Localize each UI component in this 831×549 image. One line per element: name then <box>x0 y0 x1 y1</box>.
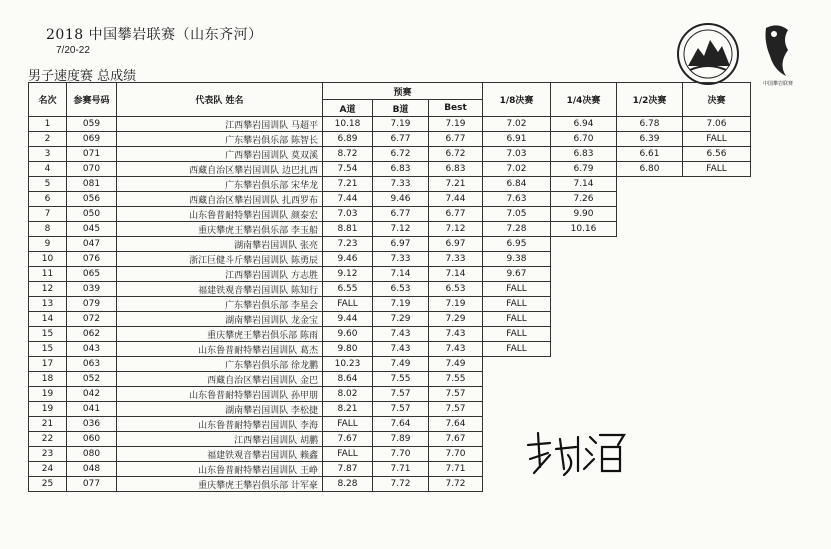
team-cell: 西藏自治区攀岩国训队 扎西罗布 <box>117 192 323 207</box>
bib-cell: 070 <box>67 162 117 177</box>
rank-cell: 2 <box>29 132 67 147</box>
rank-cell: 17 <box>29 357 67 372</box>
round-of-16-header: 1/8决赛 <box>483 83 551 117</box>
semifinal-time <box>617 282 683 297</box>
round-of-16-time <box>483 402 551 417</box>
semifinal-time: 6.61 <box>617 147 683 162</box>
semifinal-time: 6.80 <box>617 162 683 177</box>
team-cell: 江西攀岩国训队 方志胜 <box>117 267 323 282</box>
table-row <box>29 267 751 282</box>
lane-b-time: 7.72 <box>373 477 429 492</box>
bib-cell: 059 <box>67 117 117 132</box>
best-time: 7.19 <box>429 117 483 132</box>
lane-b-time: 6.83 <box>373 162 429 177</box>
bib-cell: 052 <box>67 372 117 387</box>
bib-header: 参赛号码 <box>67 83 117 117</box>
lane-b-time: 6.72 <box>373 147 429 162</box>
lane-a-time: 10.18 <box>323 117 373 132</box>
best-time: 7.43 <box>429 342 483 357</box>
bib-cell: 079 <box>67 297 117 312</box>
lane-a-time: FALL <box>323 447 373 462</box>
round-of-16-time: 7.05 <box>483 207 551 222</box>
best-time: 7.49 <box>429 357 483 372</box>
team-cell: 西藏自治区攀岩国训队 边巴扎西 <box>117 162 323 177</box>
bib-cell: 063 <box>67 357 117 372</box>
final-time: 6.56 <box>683 147 751 162</box>
lane-b-time: 7.19 <box>373 297 429 312</box>
final-header: 决赛 <box>683 83 751 117</box>
lane-b-time: 7.64 <box>373 417 429 432</box>
final-time <box>683 342 751 357</box>
lane-a-time: 8.21 <box>323 402 373 417</box>
lane-a-time: 7.87 <box>323 462 373 477</box>
lane-a-time: 10.23 <box>323 357 373 372</box>
semifinal-time <box>617 342 683 357</box>
team-cell: 广东攀岩俱乐部 徐龙鹏 <box>117 357 323 372</box>
lane-b-time: 6.77 <box>373 207 429 222</box>
lane-a-time: 8.64 <box>323 372 373 387</box>
qualification-header: 预赛 <box>323 83 483 100</box>
final-time <box>683 297 751 312</box>
team-cell: 西藏自治区攀岩国训队 金巴 <box>117 372 323 387</box>
best-time: 7.57 <box>429 387 483 402</box>
page-title: 2018 中国攀岩联赛（山东齐河） <box>46 27 263 43</box>
rank-cell: 9 <box>29 237 67 252</box>
best-time: 7.12 <box>429 222 483 237</box>
best-time: 7.55 <box>429 372 483 387</box>
quarterfinal-time <box>551 387 617 402</box>
rank-cell: 25 <box>29 477 67 492</box>
team-cell: 重庆攀虎王攀岩俱乐部 李玉船 <box>117 222 323 237</box>
final-time <box>683 222 751 237</box>
lane-a-time: 9.12 <box>323 267 373 282</box>
table-row <box>29 327 751 342</box>
table-row <box>29 312 751 327</box>
rank-cell: 4 <box>29 162 67 177</box>
team-cell: 重庆攀虎王攀岩俱乐部 计军豪 <box>117 477 323 492</box>
round-of-16-time: 9.38 <box>483 252 551 267</box>
quarterfinal-time <box>551 357 617 372</box>
best-time: 7.14 <box>429 267 483 282</box>
table-row <box>29 297 751 312</box>
semifinal-time <box>617 357 683 372</box>
semifinal-time <box>617 192 683 207</box>
final-time <box>683 402 751 417</box>
best-time: 7.29 <box>429 312 483 327</box>
lane-a-time: 7.67 <box>323 432 373 447</box>
team-cell: 福建铁观音攀岩国训队 赖鑫 <box>117 447 323 462</box>
round-of-16-time: FALL <box>483 312 551 327</box>
team-cell: 山东鲁普耐特攀岩国训队 王峥 <box>117 462 323 477</box>
round-of-16-time <box>483 357 551 372</box>
final-time <box>683 357 751 372</box>
team-cell: 湖南攀岩国训队 张亮 <box>117 237 323 252</box>
lane-b-time: 7.89 <box>373 432 429 447</box>
rank-cell: 5 <box>29 177 67 192</box>
bib-cell: 048 <box>67 462 117 477</box>
team-cell: 福建铁观音攀岩国训队 陈知行 <box>117 282 323 297</box>
table-row <box>29 387 751 402</box>
team-cell: 重庆攀虎王攀岩俱乐部 陈雨 <box>117 327 323 342</box>
bib-cell: 056 <box>67 192 117 207</box>
quarterfinal-time <box>551 327 617 342</box>
final-time <box>683 477 751 492</box>
handwritten-signature <box>520 425 630 485</box>
final-time <box>683 192 751 207</box>
round-of-16-time: FALL <box>483 342 551 357</box>
lane-b-time: 7.55 <box>373 372 429 387</box>
lane-b-time: 7.19 <box>373 117 429 132</box>
lane-b-header: B道 <box>373 100 429 117</box>
lane-a-time: 9.46 <box>323 252 373 267</box>
lane-a-time: 6.55 <box>323 282 373 297</box>
quarterfinal-time: 9.90 <box>551 207 617 222</box>
best-header: Best <box>429 100 483 117</box>
final-time <box>683 282 751 297</box>
bib-cell: 043 <box>67 342 117 357</box>
table-row <box>29 237 751 252</box>
quarterfinal-time: 10.16 <box>551 222 617 237</box>
bib-cell: 080 <box>67 447 117 462</box>
semifinal-time <box>617 267 683 282</box>
lane-b-time: 6.53 <box>373 282 429 297</box>
best-time: 6.77 <box>429 132 483 147</box>
table-row <box>29 462 751 477</box>
rank-cell: 12 <box>29 282 67 297</box>
rank-cell: 13 <box>29 297 67 312</box>
final-time <box>683 312 751 327</box>
lane-a-time: FALL <box>323 297 373 312</box>
rank-cell: 11 <box>29 267 67 282</box>
best-time: 7.43 <box>429 327 483 342</box>
lane-b-time: 6.77 <box>373 132 429 147</box>
lane-b-time: 7.12 <box>373 222 429 237</box>
lane-a-time: 7.54 <box>323 162 373 177</box>
round-of-16-time: FALL <box>483 282 551 297</box>
bib-cell: 060 <box>67 432 117 447</box>
lane-a-time: 7.23 <box>323 237 373 252</box>
semifinal-time <box>617 297 683 312</box>
table-row <box>29 282 751 297</box>
results-table <box>28 82 751 492</box>
team-cell: 浙江巨健斗斤攀岩国训队 陈勇辰 <box>117 252 323 267</box>
lane-b-time: 7.33 <box>373 252 429 267</box>
lane-a-time: 6.89 <box>323 132 373 147</box>
lane-a-time: 8.02 <box>323 387 373 402</box>
event-date: 7/20-22 <box>56 45 90 56</box>
rank-header: 名次 <box>29 83 67 117</box>
lane-b-time: 6.97 <box>373 237 429 252</box>
rank-cell: 15 <box>29 327 67 342</box>
best-time: 7.72 <box>429 477 483 492</box>
lane-b-time: 7.14 <box>373 267 429 282</box>
final-time: FALL <box>683 132 751 147</box>
table-row <box>29 177 751 192</box>
semifinal-time <box>617 327 683 342</box>
best-time: 6.97 <box>429 237 483 252</box>
rank-cell: 22 <box>29 432 67 447</box>
quarterfinal-time <box>551 252 617 267</box>
best-time: 7.19 <box>429 297 483 312</box>
rank-cell: 8 <box>29 222 67 237</box>
rank-cell: 21 <box>29 417 67 432</box>
semifinal-time: 6.78 <box>617 117 683 132</box>
lane-b-time: 7.29 <box>373 312 429 327</box>
table-row <box>29 447 751 462</box>
climbing-league-logo <box>676 22 740 86</box>
bib-cell: 062 <box>67 327 117 342</box>
lane-b-time: 7.70 <box>373 447 429 462</box>
bib-cell: 041 <box>67 402 117 417</box>
quarterfinal-time <box>551 237 617 252</box>
round-of-16-time: 7.03 <box>483 147 551 162</box>
quarterfinal-time <box>551 297 617 312</box>
semifinal-time <box>617 222 683 237</box>
rank-cell: 15 <box>29 342 67 357</box>
rank-cell: 1 <box>29 117 67 132</box>
table-row <box>29 207 751 222</box>
semifinal-time <box>617 402 683 417</box>
best-time: 7.44 <box>429 192 483 207</box>
table-row <box>29 432 751 447</box>
quarterfinal-time <box>551 312 617 327</box>
lane-a-time: 7.21 <box>323 177 373 192</box>
final-time <box>683 177 751 192</box>
table-row <box>29 192 751 207</box>
semifinal-time <box>617 207 683 222</box>
team-cell: 广西攀岩国训队 莫双溪 <box>117 147 323 162</box>
lane-b-time: 7.43 <box>373 327 429 342</box>
final-time <box>683 372 751 387</box>
bib-cell: 076 <box>67 252 117 267</box>
final-time <box>683 252 751 267</box>
best-time: 6.83 <box>429 162 483 177</box>
final-time <box>683 237 751 252</box>
round-of-16-time: 6.84 <box>483 177 551 192</box>
lane-a-time: 9.44 <box>323 312 373 327</box>
final-time: FALL <box>683 162 751 177</box>
quarterfinal-time: 6.94 <box>551 117 617 132</box>
semifinal-header: 1/2决赛 <box>617 83 683 117</box>
quarterfinal-header: 1/4决赛 <box>551 83 617 117</box>
quarterfinal-time: 6.70 <box>551 132 617 147</box>
lane-a-time: 8.81 <box>323 222 373 237</box>
semifinal-time <box>617 312 683 327</box>
lane-b-time: 7.43 <box>373 342 429 357</box>
bib-cell: 039 <box>67 282 117 297</box>
round-of-16-time: 9.67 <box>483 267 551 282</box>
logo-caption: 中国攀岩联赛 <box>762 81 793 87</box>
bib-cell: 050 <box>67 207 117 222</box>
team-header: 代表队 姓名 <box>117 83 323 117</box>
rank-cell: 19 <box>29 387 67 402</box>
team-cell: 江西攀岩国训队 马超平 <box>117 117 323 132</box>
semifinal-time <box>617 387 683 402</box>
rank-cell: 6 <box>29 192 67 207</box>
rank-cell: 18 <box>29 372 67 387</box>
final-time <box>683 432 751 447</box>
rank-cell: 24 <box>29 462 67 477</box>
results-subtitle: 男子速度赛 总成绩 <box>28 69 137 84</box>
bib-cell: 047 <box>67 237 117 252</box>
bib-cell: 045 <box>67 222 117 237</box>
round-of-16-time <box>483 387 551 402</box>
rank-cell: 14 <box>29 312 67 327</box>
bib-cell: 072 <box>67 312 117 327</box>
table-row <box>29 402 751 417</box>
semifinal-time <box>617 252 683 267</box>
round-of-16-time: FALL <box>483 327 551 342</box>
quarterfinal-time <box>551 342 617 357</box>
quarterfinal-time <box>551 372 617 387</box>
round-of-16-time: 7.02 <box>483 117 551 132</box>
team-cell: 山东鲁普耐特攀岩国训队 颜泰宏 <box>117 207 323 222</box>
quarterfinal-time <box>551 282 617 297</box>
lane-b-time: 7.33 <box>373 177 429 192</box>
rank-cell: 19 <box>29 402 67 417</box>
table-row <box>29 357 751 372</box>
quarterfinal-time <box>551 267 617 282</box>
table-row <box>29 372 751 387</box>
table-row <box>29 132 751 147</box>
bib-cell: 065 <box>67 267 117 282</box>
round-of-16-time: 7.63 <box>483 192 551 207</box>
semifinal-time <box>617 372 683 387</box>
quarterfinal-time: 7.14 <box>551 177 617 192</box>
round-of-16-time: 7.02 <box>483 162 551 177</box>
quarterfinal-time <box>551 402 617 417</box>
final-time: 7.06 <box>683 117 751 132</box>
quarterfinal-time: 7.26 <box>551 192 617 207</box>
header-row <box>29 83 751 100</box>
best-time: 6.77 <box>429 207 483 222</box>
bib-cell: 081 <box>67 177 117 192</box>
rank-cell: 10 <box>29 252 67 267</box>
table-row <box>29 417 751 432</box>
best-time: 7.67 <box>429 432 483 447</box>
rank-cell: 23 <box>29 447 67 462</box>
table-row <box>29 117 751 132</box>
lane-a-time: 8.28 <box>323 477 373 492</box>
china-climbing-association-logo <box>748 20 808 88</box>
semifinal-time <box>617 177 683 192</box>
table-row <box>29 342 751 357</box>
best-time: 7.33 <box>429 252 483 267</box>
best-time: 6.72 <box>429 147 483 162</box>
lane-a-time: FALL <box>323 417 373 432</box>
lane-a-time: 9.60 <box>323 327 373 342</box>
lane-a-header: A道 <box>323 100 373 117</box>
semifinal-time <box>617 237 683 252</box>
final-time <box>683 207 751 222</box>
best-time: 7.57 <box>429 402 483 417</box>
quarterfinal-time: 6.83 <box>551 147 617 162</box>
table-row <box>29 477 751 492</box>
round-of-16-time: FALL <box>483 297 551 312</box>
table-row <box>29 252 751 267</box>
semifinal-time: 6.39 <box>617 132 683 147</box>
round-of-16-time: 7.28 <box>483 222 551 237</box>
best-time: 6.53 <box>429 282 483 297</box>
final-time <box>683 327 751 342</box>
team-cell: 湖南攀岩国训队 龙金宝 <box>117 312 323 327</box>
round-of-16-time: 6.95 <box>483 237 551 252</box>
bib-cell: 071 <box>67 147 117 162</box>
final-time <box>683 462 751 477</box>
bib-cell: 042 <box>67 387 117 402</box>
team-cell: 广东攀岩俱乐部 陈智长 <box>117 132 323 147</box>
team-cell: 广东攀岩俱乐部 宋华龙 <box>117 177 323 192</box>
lane-a-time: 8.72 <box>323 147 373 162</box>
best-time: 7.64 <box>429 417 483 432</box>
final-time <box>683 387 751 402</box>
lane-b-time: 7.71 <box>373 462 429 477</box>
final-time <box>683 447 751 462</box>
lane-b-time: 7.49 <box>373 357 429 372</box>
bib-cell: 077 <box>67 477 117 492</box>
table-row <box>29 147 751 162</box>
round-of-16-time <box>483 372 551 387</box>
lane-a-time: 7.03 <box>323 207 373 222</box>
final-time <box>683 267 751 282</box>
best-time: 7.71 <box>429 462 483 477</box>
table-row <box>29 222 751 237</box>
lane-a-time: 9.80 <box>323 342 373 357</box>
lane-b-time: 7.57 <box>373 402 429 417</box>
round-of-16-time: 6.91 <box>483 132 551 147</box>
final-time <box>683 417 751 432</box>
quarterfinal-time: 6.79 <box>551 162 617 177</box>
lane-a-time: 7.44 <box>323 192 373 207</box>
table-row <box>29 162 751 177</box>
bib-cell: 036 <box>67 417 117 432</box>
team-cell: 山东鲁普耐特攀岩国训队 葛杰 <box>117 342 323 357</box>
rank-cell: 7 <box>29 207 67 222</box>
best-time: 7.70 <box>429 447 483 462</box>
team-cell: 江西攀岩国训队 胡鹏 <box>117 432 323 447</box>
rank-cell: 3 <box>29 147 67 162</box>
team-cell: 山东鲁普耐特攀岩国训队 李海 <box>117 417 323 432</box>
lane-b-time: 9.46 <box>373 192 429 207</box>
best-time: 7.21 <box>429 177 483 192</box>
team-cell: 广东攀岩俱乐部 李星会 <box>117 297 323 312</box>
team-cell: 山东鲁普耐特攀岩国训队 孙甲朋 <box>117 387 323 402</box>
lane-b-time: 7.57 <box>373 387 429 402</box>
bib-cell: 069 <box>67 132 117 147</box>
team-cell: 湖南攀岩国训队 李松捷 <box>117 402 323 417</box>
